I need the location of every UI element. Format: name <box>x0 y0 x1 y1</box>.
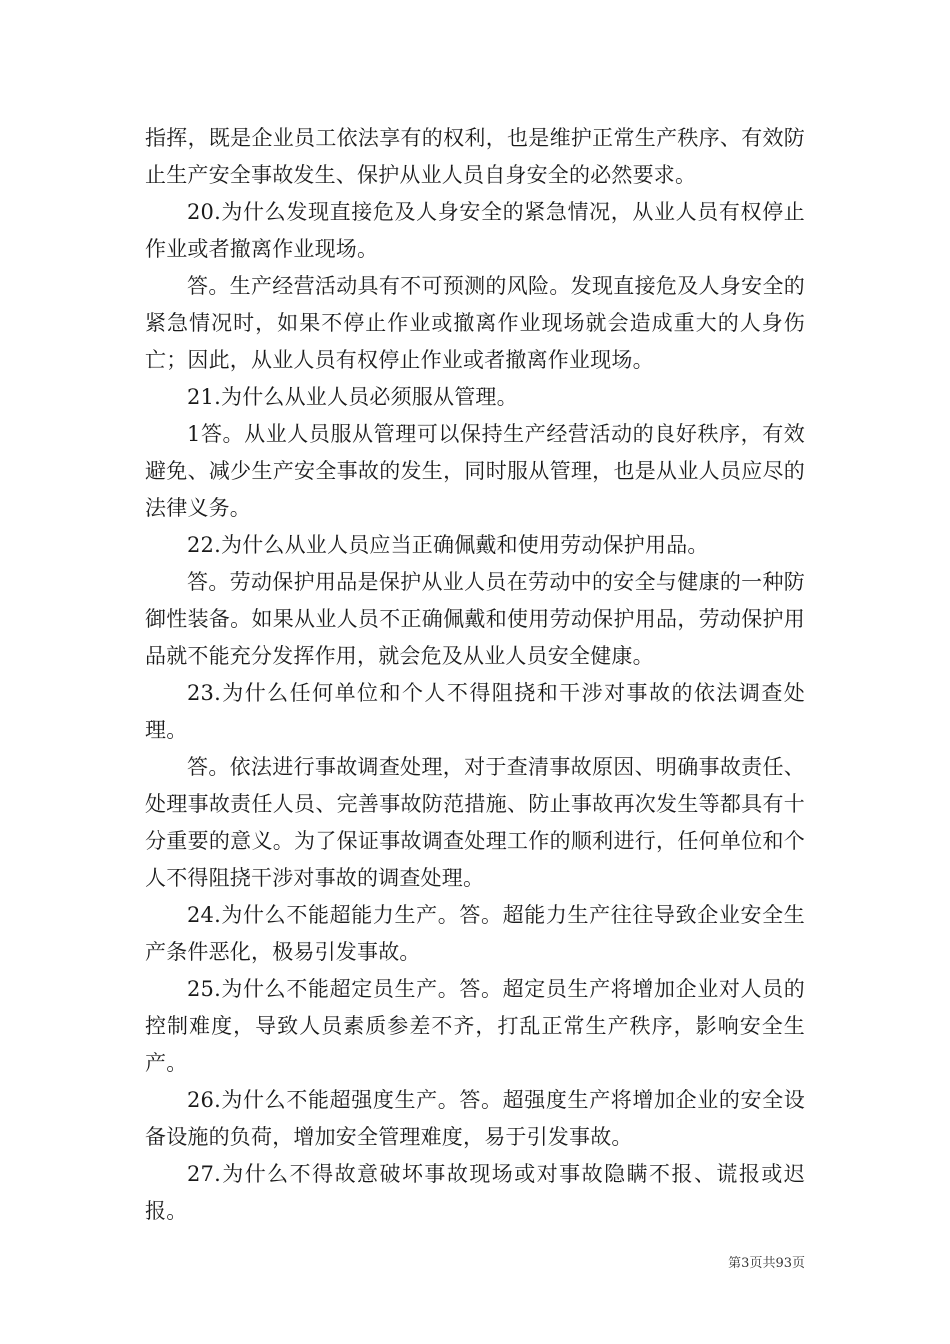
answer-22: 答。劳动保护用品是保护从业人员在劳动中的安全与健康的一种防御性装备。如果从业人员不正确佩戴和使用劳动保护用品，劳动保护用品就不能充分发挥作用，就会危及从业人员安全健康。 <box>145 570 805 668</box>
question-27: 27.为什么不得故意破坏事故现场或对事故隐瞒不报、谎报或迟报。 <box>145 1162 805 1223</box>
question-23: 23.为什么任何单位和个人不得阻挠和干涉对事故的依法调查处理。 <box>145 681 805 742</box>
question-answer-26: 26.为什么不能超强度生产。答。超强度生产将增加企业的安全设备设施的负荷，增加安全管理难度，易于引发事故。 <box>145 1088 805 1149</box>
question-22: 22.为什么从业人员应当正确佩戴和使用劳动保护用品。 <box>187 533 709 557</box>
question-21: 21.为什么从业人员必须服从管理。 <box>187 385 518 409</box>
paragraph-continuation: 指挥，既是企业员工依法享有的权利，也是维护正常生产秩序、有效防止生产安全事故发生、保护从业人员自身安全的必然要求。 <box>145 126 805 187</box>
question-answer-25: 25.为什么不能超定员生产。答。超定员生产将增加企业对人员的控制难度，导致人员素质参差不齐，打乱正常生产秩序，影响安全生产。 <box>145 977 805 1075</box>
page-body <box>145 120 805 1230</box>
answer-21: 1答。从业人员服从管理可以保持生产经营活动的良好秩序，有效避免、减少生产安全事故的发生，同时服从管理，也是从业人员应尽的法律义务。 <box>145 422 805 520</box>
question-answer-24: 24.为什么不能超能力生产。答。超能力生产往往导致企业安全生产条件恶化，极易引发事故。 <box>145 903 805 964</box>
page-number-footer: 第3页共93页 <box>728 1256 805 1271</box>
answer-20: 答。生产经营活动具有不可预测的风险。发现直接危及人身安全的紧急情况时，如果不停止作业或撤离作业现场就会造成重大的人身伤亡；因此，从业人员有权停止作业或者撤离作业现场。 <box>145 274 805 372</box>
answer-23: 答。依法进行事故调查处理，对于查清事故原因、明确事故责任、处理事故责任人员、完善事故防范措施、防止事故再次发生等都具有十分重要的意义。为了保证事故调查处理工作的顺利进行，任何单位和个人不得阻挠干涉对事故的调查处理。 <box>145 755 805 890</box>
question-20: 20.为什么发现直接危及人身安全的紧急情况，从业人员有权停止作业或者撤离作业现场。 <box>145 200 805 261</box>
